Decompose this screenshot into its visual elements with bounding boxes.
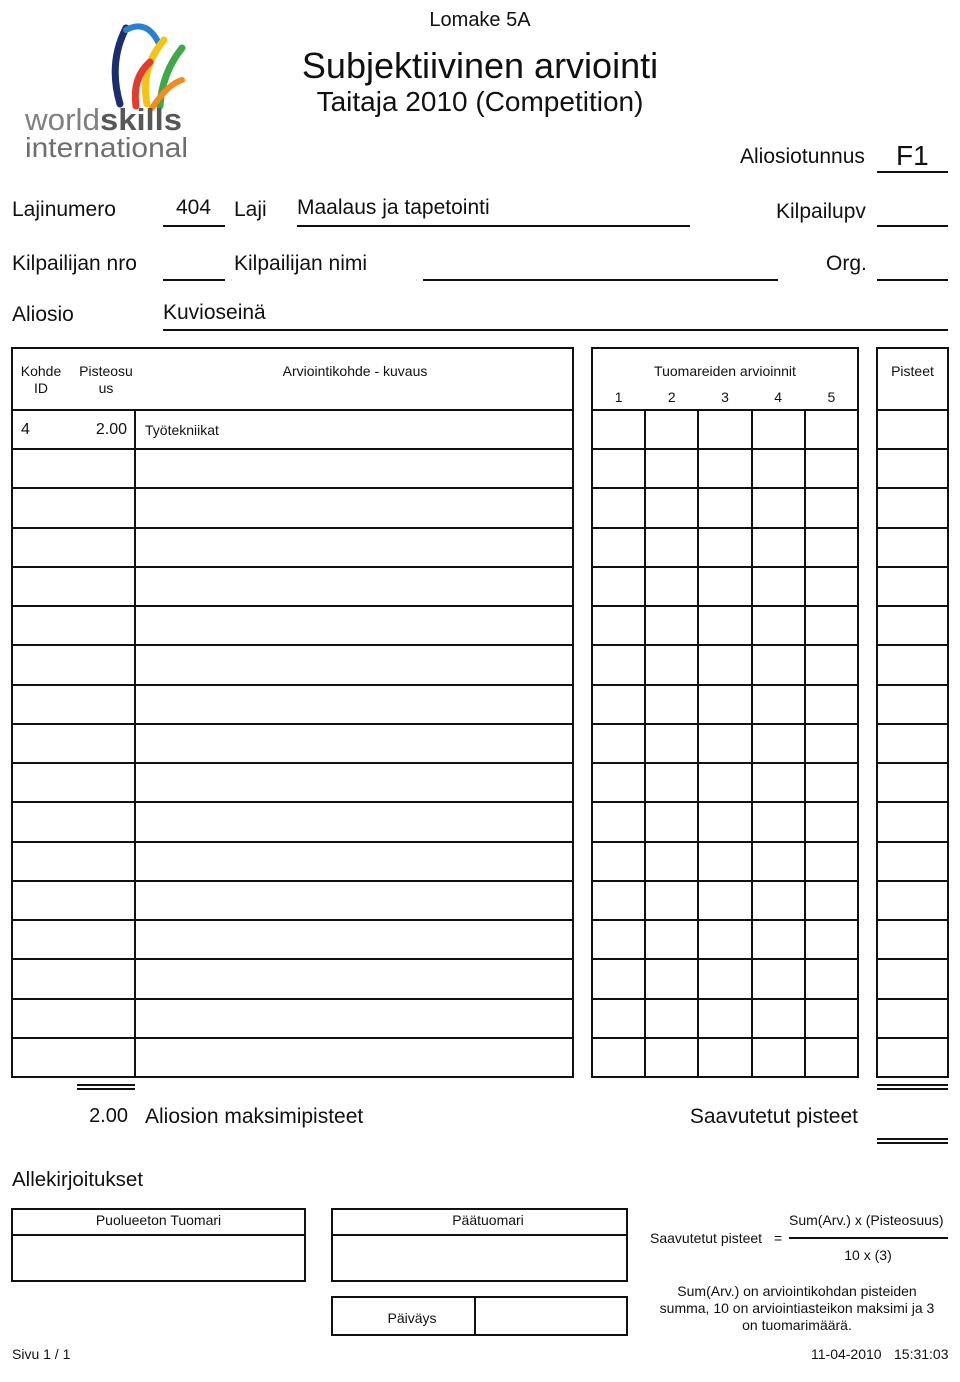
judge-score-cell (644, 880, 699, 921)
kilpailijan-nimi-label: Kilpailijan nimi (234, 252, 368, 275)
judge-score-cell (697, 1037, 752, 1078)
max-points-label: Aliosion maksimipisteet (145, 1105, 364, 1128)
judge-score-cell (697, 644, 752, 686)
judge-score-cell (591, 448, 646, 489)
judge-score-cell (804, 644, 859, 686)
logo-brush-stroke (126, 26, 160, 46)
points-cell (876, 801, 949, 843)
description-cell (134, 723, 574, 764)
kilpailijan-nro-label: Kilpailijan nro (12, 252, 137, 275)
judge-score-cell (751, 841, 806, 882)
formula-denominator: 10 x (3) (844, 1247, 892, 1263)
points-cell (876, 448, 949, 489)
points-cell (876, 762, 949, 803)
judge-score-cell (804, 723, 859, 764)
judge-score-cell (591, 998, 646, 1039)
judge-score-cell (804, 958, 859, 1000)
date-label: Päiväys (387, 1310, 437, 1326)
judge-score-cell (644, 958, 699, 1000)
judge-score-cell (751, 801, 806, 843)
judge-score-cell (697, 958, 752, 1000)
kilpailupv-line (877, 225, 948, 227)
judge-score-cell (591, 880, 646, 921)
row-description: Työtekniikat (145, 421, 219, 438)
description-cell (134, 880, 574, 921)
id-weight-cell (11, 880, 136, 921)
judge-score-cell (751, 684, 806, 725)
laji-label: Laji (234, 198, 267, 221)
judge-score-cell (644, 644, 699, 686)
logo-word-skills: skills (100, 102, 182, 137)
lajinumero-label: Lajinumero (12, 198, 116, 221)
judge-score-cell (697, 723, 752, 764)
judge-score-cell (697, 841, 752, 882)
max-points-value: 2.00 (89, 1105, 128, 1127)
judge-score-cell (804, 527, 859, 568)
judge-score-cell (591, 919, 646, 960)
judge-number: 1 (614, 389, 623, 405)
judge-number: 4 (774, 389, 783, 405)
worldskills-logo (22, 18, 192, 163)
id-weight-cell (11, 566, 136, 607)
id-weight-cell (11, 644, 136, 686)
points-cell (876, 487, 949, 529)
lajinumero-line (163, 225, 225, 227)
judge-score-cell (804, 684, 859, 725)
description-cell (134, 801, 574, 843)
id-weight-cell (11, 487, 136, 529)
judge-score-cell (697, 605, 752, 646)
judge-score-cell (751, 566, 806, 607)
logo-word-world: world (23, 102, 100, 137)
header-kohde-id (11, 363, 71, 397)
judge-score-cell (591, 684, 646, 725)
judge-score-cell (804, 998, 859, 1039)
judge-score-cell (804, 762, 859, 803)
judge-score-cell (804, 1037, 859, 1078)
judge-score-cell (804, 919, 859, 960)
judge-score-cell (644, 998, 699, 1039)
achieved-points-double-rule-bottom (877, 1138, 948, 1144)
neutral-judge-divider (11, 1234, 306, 1236)
page-number: Sivu 1 / 1 (12, 1346, 71, 1362)
formula-note-line: on tuomarimäärä. (742, 1317, 852, 1333)
formula-note (640, 1283, 954, 1334)
description-cell (134, 762, 574, 803)
judge-score-cell (751, 880, 806, 921)
header-points: Pisteet (891, 363, 934, 379)
description-cell (134, 644, 574, 686)
description-cell (134, 448, 574, 489)
judge-score-cell (644, 487, 699, 529)
table-header-points-box (876, 347, 949, 411)
logo-brush-stroke (115, 28, 126, 104)
judge-score-cell (591, 487, 646, 529)
points-cell (876, 1037, 949, 1078)
judge-score-cell (751, 448, 806, 489)
points-cell (876, 605, 949, 646)
neutral-judge-label: Puolueeton Tuomari (95, 1212, 222, 1228)
header-pisteosuus-line: Pisteosu (79, 363, 133, 379)
judge-score-cell (644, 841, 699, 882)
header-description: Arviointikohde - kuvaus (282, 363, 428, 379)
header-pisteosuus (76, 363, 136, 397)
judge-score-cell (697, 801, 752, 843)
formula-fraction-line (789, 1237, 948, 1239)
formula-numerator: Sum(Arv.) x (Pisteosuus) (789, 1212, 944, 1228)
kilpailijan-nro-line (163, 279, 225, 281)
judge-score-cell (591, 958, 646, 1000)
print-date: 11-04-2010 (811, 1346, 882, 1362)
points-cell (876, 841, 949, 882)
description-cell (134, 409, 574, 450)
judge-score-cell (591, 527, 646, 568)
points-cell (876, 723, 949, 764)
achieved-points-double-rule-top (877, 1084, 948, 1090)
description-cell (134, 527, 574, 568)
judge-score-cell (751, 487, 806, 529)
points-cell (876, 880, 949, 921)
judge-score-cell (751, 644, 806, 686)
page-subtitle: Taitaja 2010 (Competition) (316, 86, 644, 117)
header-kohde-id-line: Kohde (20, 363, 62, 379)
formula-lhs: Saavutetut pisteet (650, 1230, 763, 1246)
chief-judge-divider (331, 1234, 628, 1236)
judge-score-cell (697, 527, 752, 568)
judge-score-cell (697, 487, 752, 529)
judge-score-cell (804, 880, 859, 921)
aliosio-value: Kuvioseinä (163, 301, 266, 324)
judge-score-cell (644, 448, 699, 489)
kilpailijan-nimi-line (423, 279, 778, 281)
points-cell (876, 566, 949, 607)
description-cell (134, 684, 574, 725)
judge-score-cell (697, 762, 752, 803)
header-judges: Tuomareiden arvioinnit (654, 363, 796, 379)
judge-score-cell (751, 998, 806, 1039)
aliosiotunnus-label: Aliosiotunnus (740, 145, 865, 168)
description-cell (134, 841, 574, 882)
judge-number: 2 (667, 389, 676, 405)
aliosio-line (163, 329, 948, 331)
id-weight-cell (11, 605, 136, 646)
print-time: 15:31:03 (894, 1346, 949, 1362)
judge-score-cell (751, 762, 806, 803)
judge-number: 5 (827, 389, 836, 405)
judge-score-cell (644, 919, 699, 960)
page-title: Subjektiivinen arviointi (301, 45, 659, 86)
formula-equals: = (774, 1230, 783, 1246)
laji-value: Maalaus ja tapetointi (297, 196, 490, 219)
org-label: Org. (826, 252, 867, 275)
judge-score-cell (751, 1037, 806, 1078)
judge-score-cell (644, 684, 699, 725)
id-weight-cell (11, 527, 136, 568)
points-cell (876, 998, 949, 1039)
id-weight-cell (11, 841, 136, 882)
logo-word-international: international (25, 132, 188, 163)
judge-score-cell (697, 566, 752, 607)
judge-score-cell (697, 448, 752, 489)
row-id: 4 (21, 420, 30, 438)
judge-score-cell (591, 566, 646, 607)
description-cell (134, 958, 574, 1000)
judge-score-cell (751, 527, 806, 568)
kilpailupv-label: Kilpailupv (776, 200, 866, 223)
judge-score-cell (591, 841, 646, 882)
id-weight-cell (11, 409, 136, 450)
points-cell (876, 527, 949, 568)
judge-score-cell (644, 1037, 699, 1078)
judge-score-cell (804, 448, 859, 489)
id-weight-cell (11, 684, 136, 725)
chief-judge-label: Päätuomari (452, 1212, 524, 1228)
aliosio-label: Aliosio (12, 303, 74, 326)
judge-score-cell (751, 723, 806, 764)
description-cell (134, 919, 574, 960)
judge-score-cell (591, 644, 646, 686)
lajinumero-value: 404 (176, 196, 212, 219)
id-weight-cell (11, 448, 136, 489)
judge-score-cell (804, 605, 859, 646)
points-cell (876, 409, 949, 450)
judge-score-cell (751, 958, 806, 1000)
judge-score-cell (644, 409, 699, 450)
judge-score-cell (751, 605, 806, 646)
judge-score-cell (804, 487, 859, 529)
judge-score-cell (804, 841, 859, 882)
form-code: Lomake 5A (429, 9, 531, 31)
header-pisteosuus-line: us (98, 380, 114, 396)
id-weight-cell (11, 723, 136, 764)
achieved-points-label: Saavutetut pisteet (689, 1105, 858, 1128)
aliosiotunnus-line (877, 171, 948, 173)
formula-note-line: summa, 10 on arviointiasteikon maksimi ja 3 (659, 1300, 935, 1316)
judge-score-cell (644, 605, 699, 646)
aliosiotunnus-value: F1 (896, 140, 929, 171)
judge-score-cell (591, 801, 646, 843)
judge-score-cell (591, 723, 646, 764)
description-cell (134, 566, 574, 607)
signatures-title: Allekirjoitukset (12, 1168, 144, 1191)
judge-score-cell (591, 605, 646, 646)
id-weight-cell (11, 801, 136, 843)
points-cell (876, 958, 949, 1000)
judge-score-cell (591, 409, 646, 450)
judge-score-cell (591, 1037, 646, 1078)
id-weight-cell (11, 762, 136, 803)
points-cell (876, 684, 949, 725)
formula-note-line: Sum(Arv.) on arviointikohdan pisteiden (677, 1283, 917, 1299)
description-cell (134, 487, 574, 529)
judge-score-cell (644, 527, 699, 568)
judge-score-cell (804, 409, 859, 450)
judge-score-cell (644, 723, 699, 764)
judge-number: 3 (721, 389, 729, 405)
laji-line (297, 225, 690, 227)
id-weight-cell (11, 998, 136, 1039)
judge-score-cell (697, 998, 752, 1039)
id-weight-cell (11, 919, 136, 960)
id-weight-cell (11, 1037, 136, 1078)
judge-score-cell (751, 919, 806, 960)
date-box-divider (474, 1296, 476, 1336)
judge-score-cell (644, 801, 699, 843)
row-weight: 2.00 (95, 420, 127, 438)
judge-score-cell (751, 409, 806, 450)
org-line (877, 279, 948, 281)
judge-score-cell (697, 409, 752, 450)
judge-score-cell (644, 566, 699, 607)
max-points-double-rule (77, 1084, 135, 1090)
points-cell (876, 644, 949, 686)
judge-score-cell (697, 684, 752, 725)
judge-score-cell (804, 566, 859, 607)
judge-score-cell (591, 762, 646, 803)
points-cell (876, 919, 949, 960)
description-cell (134, 605, 574, 646)
header-kohde-id-line: ID (34, 380, 48, 396)
judge-score-cell (697, 919, 752, 960)
judge-score-cell (804, 801, 859, 843)
judge-score-cell (644, 762, 699, 803)
description-cell (134, 998, 574, 1039)
id-weight-cell (11, 958, 136, 1000)
judge-score-cell (697, 880, 752, 921)
description-cell (134, 1037, 574, 1078)
